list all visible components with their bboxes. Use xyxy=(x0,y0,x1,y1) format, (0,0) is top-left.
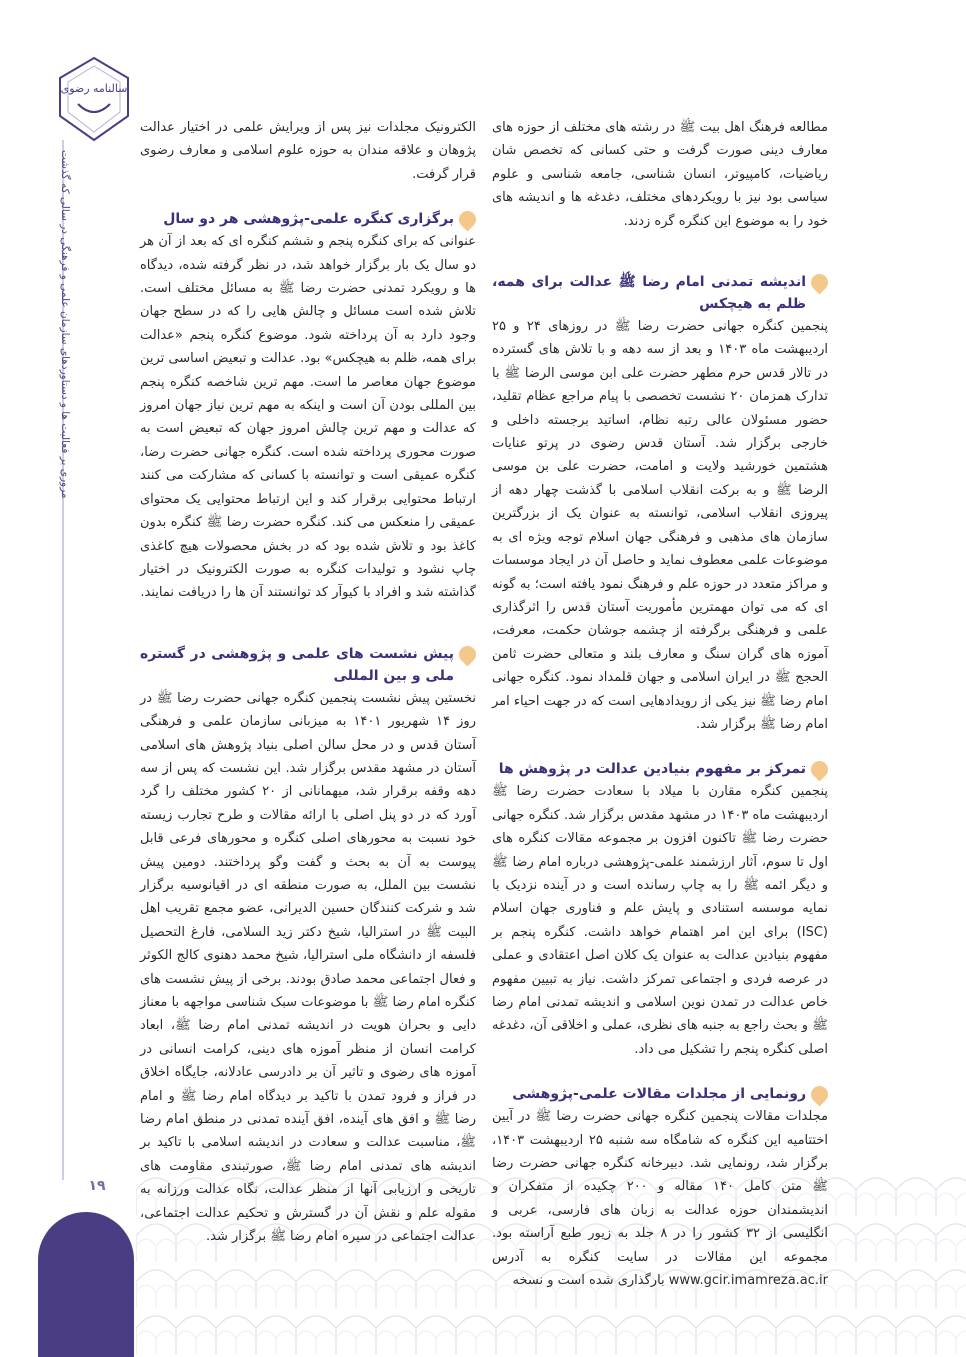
heading-bullet-icon xyxy=(807,1083,831,1107)
right-section3-body: مجلدات مقالات پنجمین کنگره جهانی حضرت رضا ﷺ در آیین اختتامیه این کنگره که شامگاه سه شنبه ۲۵ اردیبهشت ۱۴۰۳، برگزار شد، رونمایی شد. دبیرخانه کنگره جهانی حضرت رضا ﷺ متن کامل ۱۴۰ مقاله و ۲۰۰ چکیده از متفکران و اندیشمندان حوزه عدالت به زبان های فارسی، عربی و انگلیسی از ۳۲ کشور را در ۸ جلد به زیور طبع آراسته بود. مجموعه این مقالات در سایت کنگره به آدرس www.gcir.imamreza.ac.ir بارگذاری شده است و نسخه xyxy=(492,1109,829,1289)
left-column xyxy=(140,116,476,1248)
heading-bullet-icon xyxy=(455,642,479,666)
left-section2-body: نخستین پیش نشست پنجمین کنگره جهانی حضرت رضا ﷺ در روز ۱۴ شهریور ۱۴۰۱ به میزبانی سازمان علمی و فرهنگی آستان قدس و در محل سالن اصلی بنیاد پژوهش های اسلامی آستان در مشهد مقدس برگزار شد. این نشست که پس از سه دهه وقفه برقرار شد، میهمانانی از ۲۰ کشور مختلف را گرد آورد که در دو پنل اصلی با ارائه مقالات و طرح تجارب زیسته خود نسبت به محورهای اصلی کنگره و محورهای فرعی قابل پیوست به آن به بحث و گفت وگو پرداختند. دومین پیش نشست بین الملل، به صورت منطقه ای در اقیانوسیه برگزار شد و شرکت کنندگان حسین الدیرانی، عضو مجمع تقریب اهل البیت ﷺ در استرالیا، شیخ دکتر زید السلامی، فارغ التحصیل فلسفه از دانشگاه ملی استرالیا، شیخ محمد دهنوی کالج الکوثر و فعال اجتماعی محمد صادق بودند. برخی از پیش نشست های کنگره امام رضا ﷺ با موضوعات سبک شناسی مواجهه با معناز دایی و بحران هویت در اندیشه تمدنی امام رضا ﷺ، ابعاد کرامت انسان از منظر آموزه های دینی، کرامت انسانی در آموزه های رضوی و تاثیر آن بر دادرسی عادلانه، جایگاه اخلاق در فراز و فرود تمدن با تاکید بر دیدگاه امام رضا ﷺ و امام رضا ﷺ و افق های آینده، افق آینده تمدنی در منطق امام رضا ﷺ، مناسبت عدالت و سعادت در اندیشه اسلامی با تاکید بر اندیشه های تمدنی امام رضا ﷺ، صورتبندی مقاومت های تاریخی و ارزیابی آنها از منظر عدالت، نگاه عدالت ورزانه به مقوله علم و نقش آن در گسترش و تحکیم عدالت اجتماعی، عدالت اجتماعی در سیره امام رضا ﷺ برگزار شد. xyxy=(140,690,476,1245)
right-column xyxy=(492,116,828,1292)
side-strip-text: مروری بر فعالیت ها و دستاوردهای سازمان علمی و فرهنگی در سالی که گذشت xyxy=(59,150,71,499)
right-intro-paragraph: مطالعه فرهنگ اهل بیت ﷺ در رشته های مختلف از حوزه های معارف دینی صورت گرفت و حتی کسانی که تخصص شان ریاضیات، کامپیوتر، انسان شناسی، جامعه شناسی و علوم سیاسی بود نیز با رویکردهای مختلف، دغدغه ها و اندیشه های خود را به موضوع این کنگره گره زدند. xyxy=(492,120,828,229)
right-section1-heading: اندیشه تمدنی امام رضا ﷺ عدالت برای همه، ظلم به هیچکس xyxy=(492,271,828,315)
right-section2-heading: تمرکز بر مفهوم بنیادین عدالت در پژوهش ها xyxy=(492,758,828,780)
bottom-tab xyxy=(38,1212,134,1357)
left-intro-paragraph: الکترونیک مجلدات نیز پس از ویرایش علمی در اختیار عدالت پژوهان و علاقه مندان به حوزه علوم اسلامی و معارف رضوی قرار گرفت. xyxy=(140,120,476,182)
page-number: ۱۹ xyxy=(88,1178,106,1194)
heading-bullet-icon xyxy=(807,758,831,782)
magazine-logo xyxy=(54,54,134,144)
logo-text: سالنامه رضوی xyxy=(60,82,128,95)
left-section1-body: عنوانی که برای کنگره پنجم و ششم کنگره ای که بعد از آن هر دو سال یک بار برگزار خواهد شد، در نظر گرفته شده، دیدگاه ها و رویکرد تمدنی حضرت رضا ﷺ به مسائل مختلف است. تلاش شده است مسائل و چالش هایی را که در سطح جهان وجود دارد به آن پرداخته شود. موضوع کنگره پنجم «عدالت برای همه، ظلم به هیچکس» بود. عدالت و تبعیض اساسی ترین موضوع جهان معاصر ما است. مهم ترین شاخصه کنگره پنجم بین المللی بودن آن است و اینکه به مهم ترین نیاز جهان امروز که عدالت و مهم ترین چالش امروز جهان که تبعیض است به صورت محوری پرداخته شده است. کنگره جهانی حضرت رضا، کنگره عمیقی است و توانسته با کسانی که مشارکت می کنند ارتباط محتوایی برقرار کند و این ارتباط محتوایی یک محتوای عمیقی را منعکس می کند. کنگره حضرت رضا ﷺ کنگره بدون کاغذ بود و تلاش شده بود که در بخش محصولات هیچ کاغذی چاپ نشود و تولیدات کنگره به صورت الکترونیک در اختیار گذاشته شد و افراد با کیوآر کد توانستند آن ها را دریافت نمایند. xyxy=(140,234,476,601)
right-section2-body: پنجمین کنگره مقارن با میلاد با سعادت حضرت رضا ﷺ اردیبهشت ماه ۱۴۰۳ در مشهد مقدس برگزار شد. کنگره جهانی حضرت رضا ﷺ تاکنون افزون بر مجموعه مقالات کنگره های اول تا سوم، آثار ارزشمند علمی-پژوهشی درباره امام رضا ﷺ و دیگر ائمه ﷺ را به چاپ رسانده است و در آینده نزدیک با نمایه موسسه استنادی و پایش علم و فناوری جهان اسلام (ISC) برای این امر اهتمام خواهد داشت. کنگره پنجم بر مفهوم بنیادین عدالت به عنوان یک کلان اصل اعتقادی و عملی در عرصه فردی و اجتماعی تمرکز داشت. نیاز به تبیین مفهوم خاص عدالت در تمدن نوین اسلامی و اندیشه تمدنی امام رضا ﷺ و بحث راجع به جنبه های نظری، عملی و اخلاقی آن، دغدغه اصلی کنگره پنجم را تشکیل می داد. xyxy=(492,784,828,1057)
left-section2-heading: پیش نشست های علمی و پژوهشی در گستره ملی و بین المللی xyxy=(140,643,476,687)
right-section1-body: پنجمین کنگره جهانی حضرت رضا ﷺ در روزهای ۲۴ و ۲۵ اردیبهشت ماه ۱۴۰۳ و بعد از سه دهه و با تلاش های گسترده در تالار قدس حرم مطهر حضرت علی ابن موسی الرضا ﷺ با تدارک همزمان ۲۰ نشست تخصصی با پیام مراجع عظام تقلید، حضور مسئولان عالی رتبه نظام، اساتید برجسته داخلی و خارجی برگزار شد. آستان قدس رضوی در پرتو عنایات هشتمین خورشید ولایت و امامت، حضرت علی بن موسی الرضا ﷺ و به برکت انقلاب اسلامی با گذشت چهار دهه از پیروزی انقلاب اسلامی، توانسته به عنوان یک از بزرگترین سازمان های مذهبی و فرهنگی جهان اسلام توجه ویژه ای به موضوعات علمی معطوف نماید و حاصل آن در ایجاد موسسات و مراکز متعدد در حوزه علم و فرهنگ نمود یافته است؛ به گونه ای که می توان مهمترین مأموریت آستان قدس را اثرگذاری علمی و فرهنگی برگرفته از چشمه جوشان حکمت، معرفت، آموزه های گران سنگ و معارف بلند و متعالی حضرت ثامن الحجج ﷺ در ایران اسلامی و جهان قلمداد نمود. کنگره جهانی امام رضا ﷺ نیز یکی از رویدادهایی است که در جهت احیاء امر امام رضا ﷺ برگزار شد. xyxy=(492,319,828,732)
heading-bullet-icon xyxy=(455,208,479,232)
heading-bullet-icon xyxy=(807,271,831,295)
left-section1-heading: برگزاری کنگره علمی-پژوهشی هر دو سال xyxy=(140,208,476,230)
right-section3-heading: رونمایی از مجلدات مقالات علمی-پژوهشی xyxy=(492,1083,828,1105)
